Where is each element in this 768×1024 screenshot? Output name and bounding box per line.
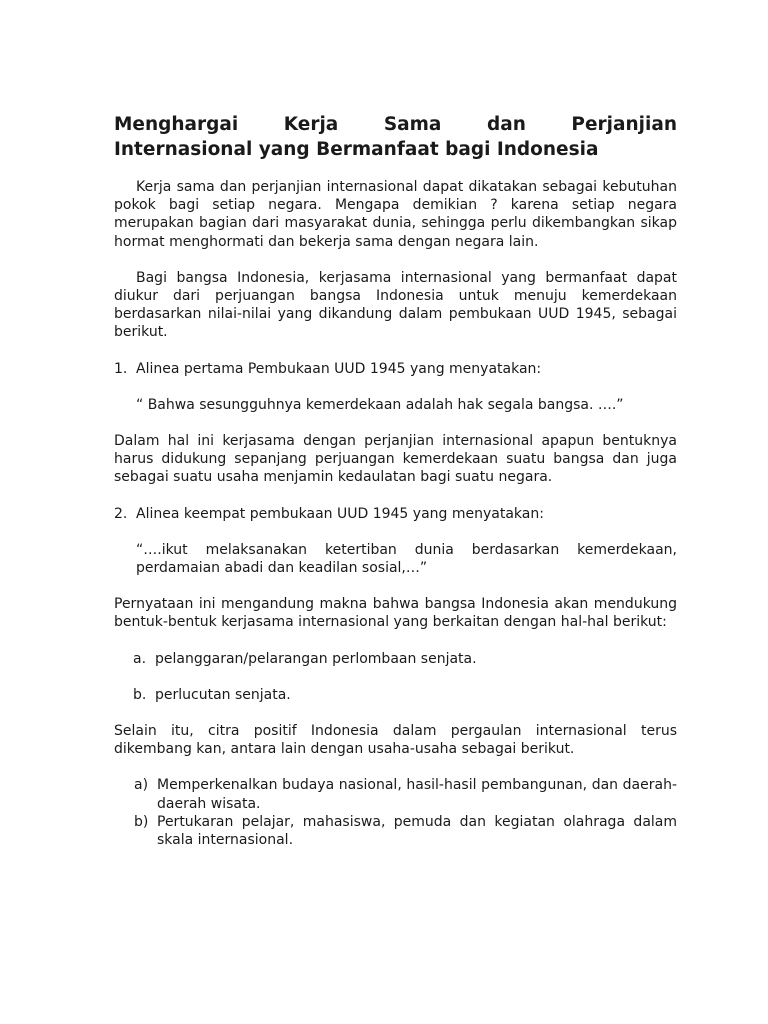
paragraph-intro: Kerja sama dan perjanjian internasional dapat dikatakan sebagai kebutuhan pokok bagi setiap negara. Mengapa demikian ? karena setiap negara merupakan bagian dari masyarakat dunia, sehingga perlu dikembangkan sikap hormat menghormati dan bekerja sama dengan negara lain. (114, 179, 677, 250)
paren-item-a (114, 776, 677, 812)
paren-item-b-text: Pertukaran pelajar, mahasiswa, pemuda dan kegiatan olahraga dalam skala internasional. (157, 813, 677, 849)
alpha-item-b (114, 686, 677, 704)
paren-item-b-label: b) (134, 813, 149, 830)
document-page (114, 112, 677, 849)
paragraph-citra: Selain itu, citra positif Indonesia dalam pergaulan internasional terus dikembang kan, antara lain dengan usaha-usaha sebagai berikut. (114, 723, 677, 758)
quote-2: “….ikut melaksanakan ketertiban dunia berdasarkan kemerdekaan, perdamaian abadi dan keadilan sosial,…” (136, 541, 677, 577)
paragraph-indonesia: Bagi bangsa Indonesia, kerjasama internasional yang bermanfaat dapat diukur dari perjuangan bangsa Indonesia untuk menuju kemerdekaan berdasarkan nilai-nilai yang dikandung dalam pembukaan UUD 1945, sebagai berikut. (114, 269, 677, 341)
list-item-2 (114, 505, 677, 523)
alpha-item-a (114, 650, 677, 668)
title-line-1: Menghargai Kerja Sama dan Perjanjian (114, 114, 677, 135)
list-item-2-text: Alinea keempat pembukaan UUD 1945 yang menyatakan: (136, 505, 544, 522)
alpha-item-a-label: a. (133, 650, 147, 667)
paren-item-a-label: a) (134, 777, 149, 794)
list-item-1-text: Alinea pertama Pembukaan UUD 1945 yang menyatakan: (136, 360, 542, 377)
alpha-item-b-text: perlucutan senjata. (155, 686, 291, 703)
list-item-2-number: 2. (114, 505, 128, 522)
paren-item-b (114, 813, 677, 849)
list-item-1-number: 1. (114, 360, 128, 377)
title-line-2: Internasional yang Bermanfaat bagi Indonesia (114, 139, 599, 160)
alpha-item-b-label: b. (133, 686, 147, 703)
quote-1: “ Bahwa sesungguhnya kemerdekaan adalah hak segala bangsa. ….” (136, 396, 624, 413)
list-item-1 (114, 360, 677, 378)
paragraph-kerjasama: Dalam hal ini kerjasama dengan perjanjian internasional apapun bentuknya harus didukung sepanjang perjuangan kemerdekaan suatu bangsa dan juga sebagai suatu usaha menjamin kedaulatan bagi suatu negara. (114, 433, 677, 486)
paren-item-a-text: Memperkenalkan budaya nasional, hasil-hasil pembangunan, dan daerah-daerah wisata. (157, 777, 677, 812)
alpha-item-a-text: pelanggaran/pelarangan perlombaan senjata. (155, 650, 477, 667)
document-title (114, 112, 677, 162)
paragraph-pernyataan: Pernyataan ini mengandung makna bahwa bangsa Indonesia akan mendukung bentuk-bentuk kerjasama internasional yang berkaitan dengan hal-hal berikut: (114, 596, 677, 631)
